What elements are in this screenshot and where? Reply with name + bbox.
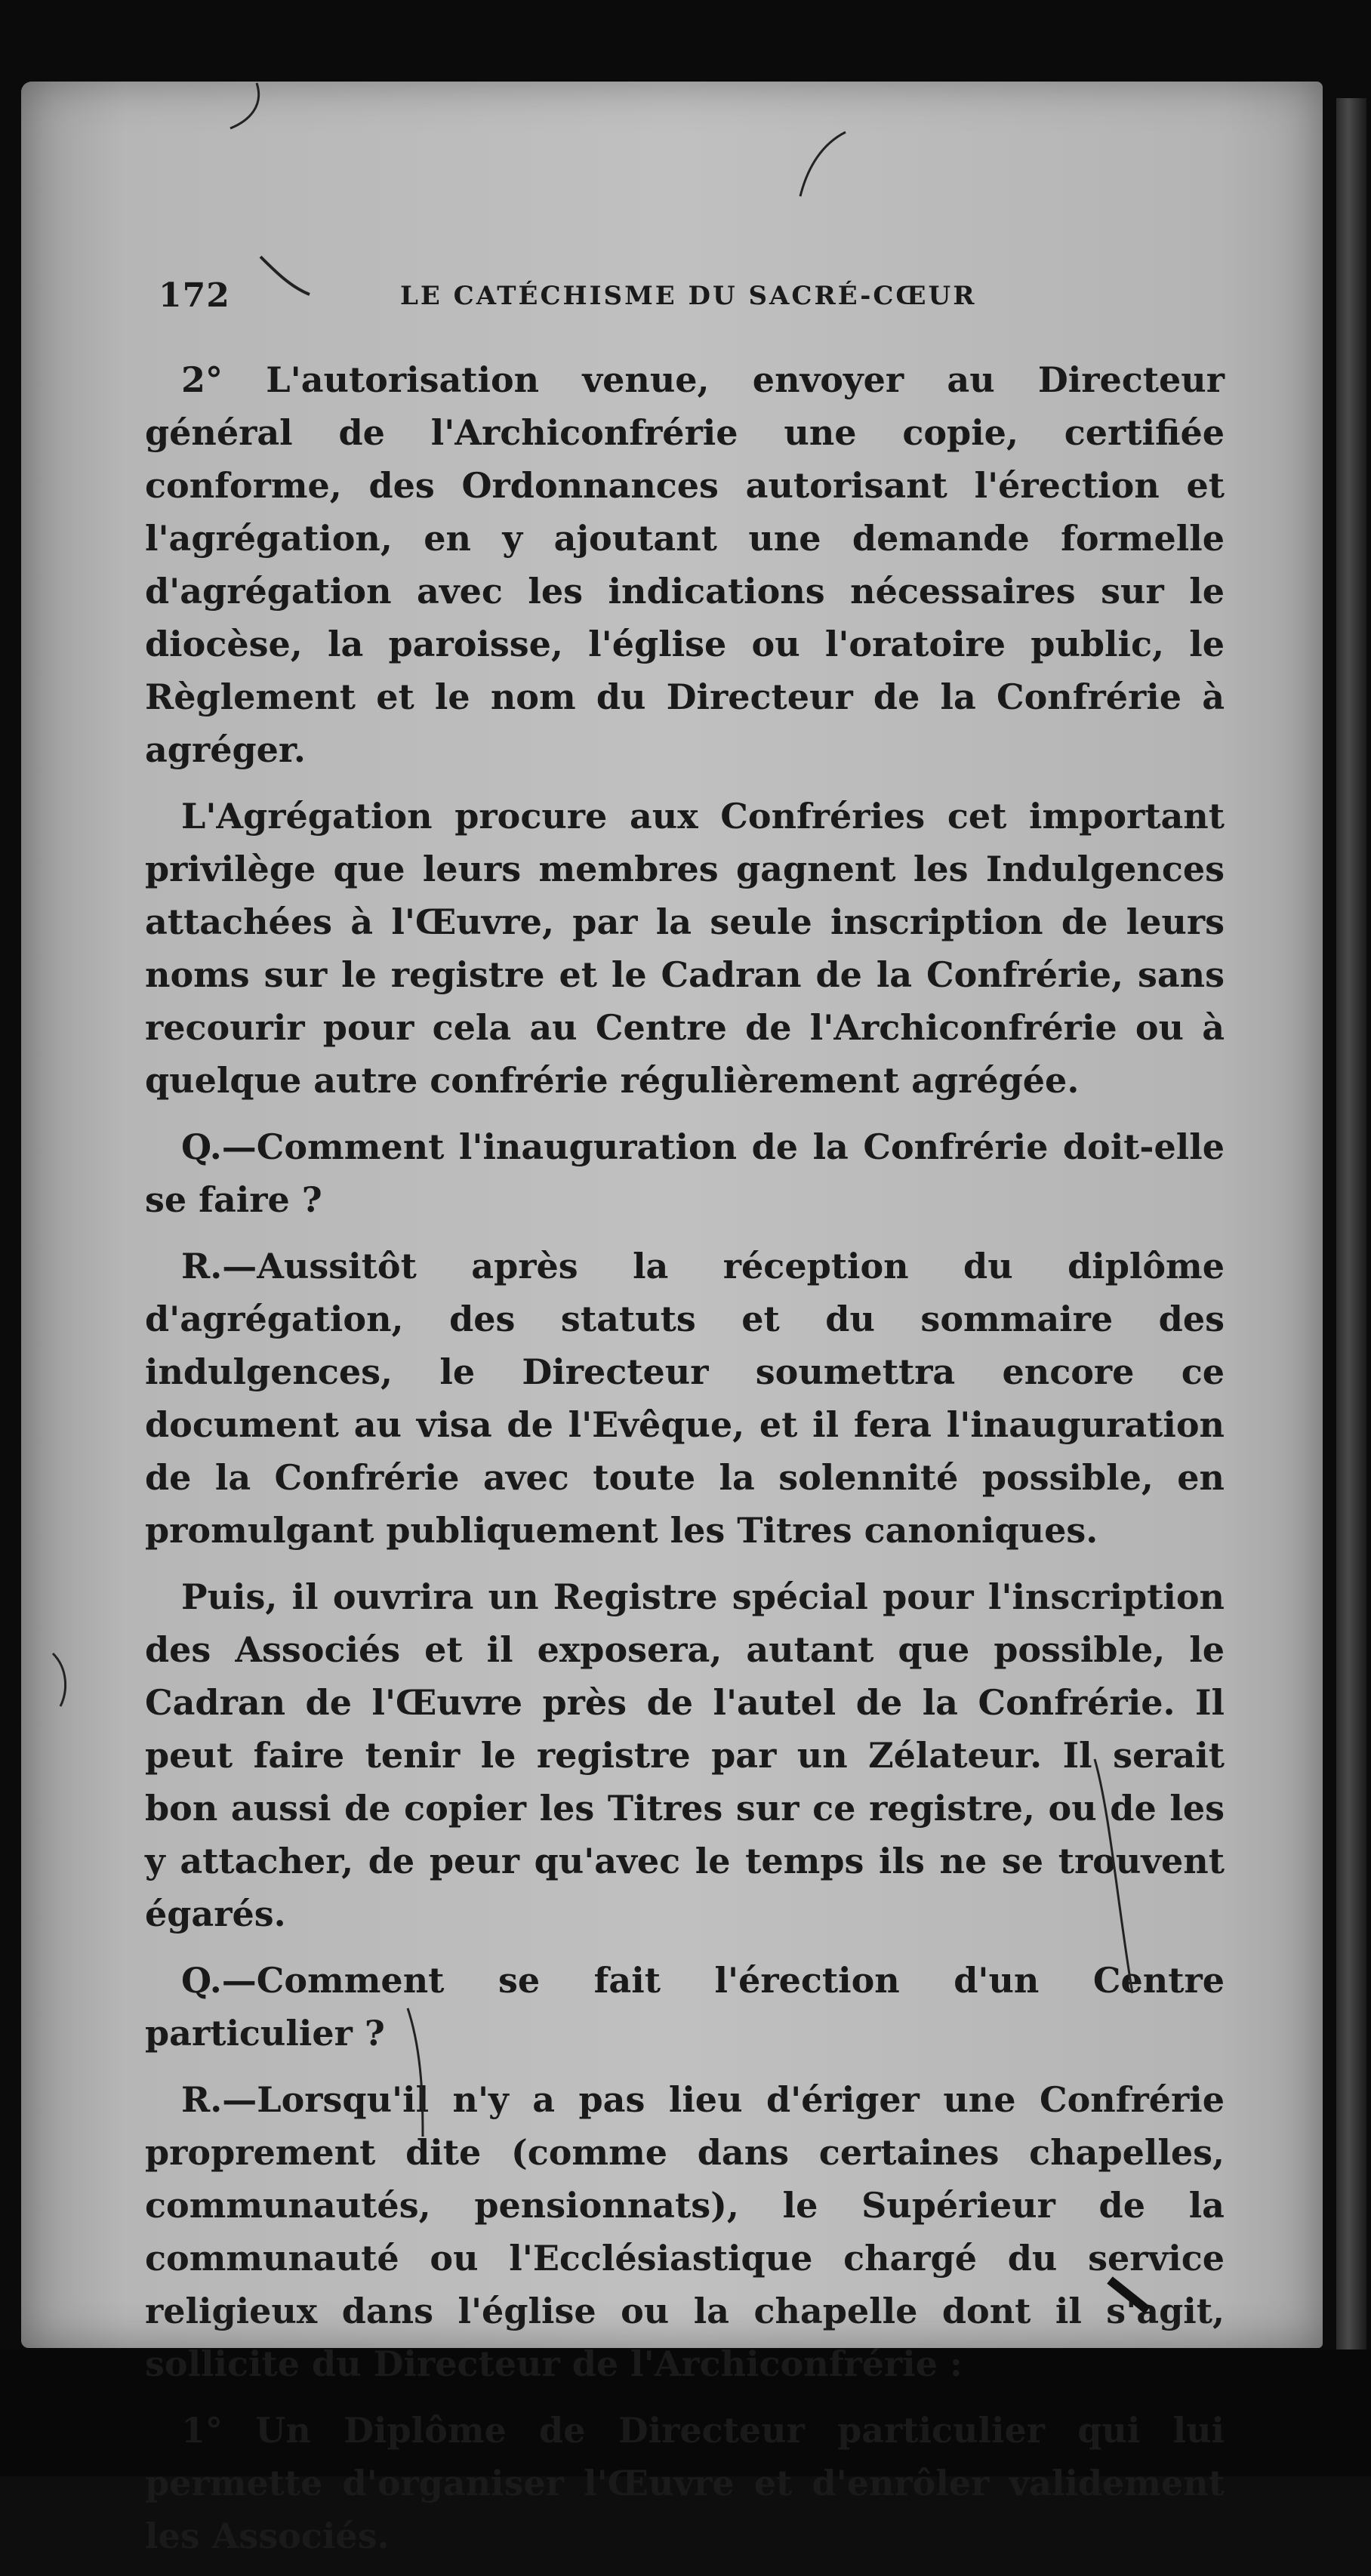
paragraph: Puis, il ouvrira un Registre spécial pour l'inscription des Associés et il exposera, autant que possible, le Cadran de l'Œuvre près de l'autel de la Confrérie. Il peut faire tenir le registre par un Zélateur. Il serait bon aussi de copier les Titres sur ce registre, ou de les y attacher, de peur qu'avec le temps ils ne se trouvent égarés. [145, 1576, 1225, 1934]
running-head: LE CATÉCHISME DU SACRÉ-CŒUR [400, 281, 977, 311]
paragraph: L'Agrégation procure aux Confréries cet important privilège que leurs membres gagnent les Indulgences attachées à l'Œuvre, par la seule inscription de leurs noms sur le registre et le Cadran de la Confrérie, sans recourir pour cela au Centre de l'Archiconfrérie ou à quelque autre confrérie régulièrement agrégée. [145, 796, 1225, 1101]
paragraph: 2° L'autorisation venue, envoyer au Directeur général de l'Archiconfrérie une copie, certifiée conforme, des Ordonnances autorisant l'érection et l'agrégation, en y ajoutant une demande formelle d'agrégation avec les indications nécessaires sur le diocèse, la paroisse, l'église ou l'oratoire public, le Règlement et le nom du Directeur de la Confrérie à agréger. [145, 359, 1225, 770]
question: Q.—Comment l'inauguration de la Confrérie doit-elle se faire ? [145, 1126, 1225, 1220]
page-number: 172 [159, 276, 230, 315]
answer: R.—Aussitôt après la réception du diplôme d'agrégation, des statuts et du sommaire des indulgences, le Directeur soumettra encore ce document au visa de l'Evêque, et il fera l'inauguration de la Confrérie avec toute la solennité possible, en promulgant publiquement les Titres canoniques. [145, 1246, 1225, 1551]
question: Q.—Comment se fait l'érection d'un Centre particulier ? [145, 1960, 1225, 2054]
answer: R.—Lorsqu'il n'y a pas lieu d'ériger une Confrérie proprement dite (comme dans certaines chapelles, communautés, pensionnats), le Supérieur de la communauté ou l'Ecclésiastique chargé du service religieux dans l'église ou la chapelle dont il s'agit, sollicite du Directeur de l'Archiconfrérie : [145, 2079, 1225, 2384]
paragraph: 1° Un Diplôme de Directeur particulier qui lui permette d'organiser l'Œuvre et d'enrôler validement les Associés. [145, 2410, 1225, 2556]
